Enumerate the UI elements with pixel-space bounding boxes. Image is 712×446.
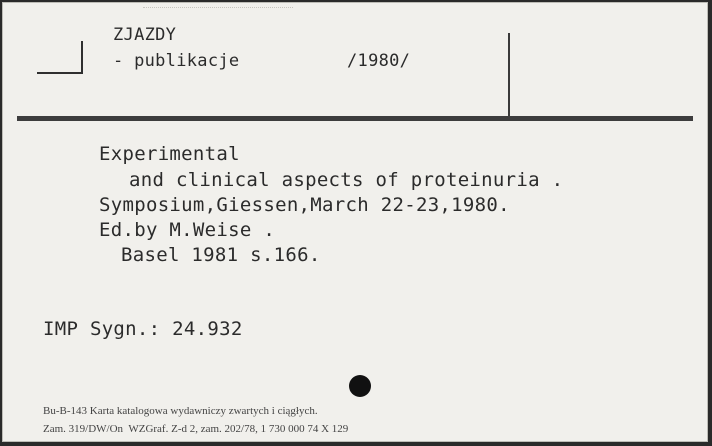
entry-line-5: Basel 1981 s.166. bbox=[121, 244, 321, 266]
catalog-card bbox=[2, 2, 708, 442]
punch-hole bbox=[349, 375, 371, 397]
header-line-1: ZJAZDY bbox=[113, 25, 177, 45]
footer-line-1: Bu-B-143 Karta katalogowa wydawniczy zwartych i ciągłych. bbox=[43, 405, 318, 417]
header-separator bbox=[17, 116, 693, 121]
corner-bracket bbox=[37, 41, 83, 74]
entry-line-2: and clinical aspects of proteinuria . bbox=[129, 169, 564, 191]
header-year: /1980/ bbox=[347, 51, 411, 71]
faint-smudge bbox=[143, 7, 293, 16]
footer-line-2: Zam. 319/DW/On WZGraf. Z-d 2, zam. 202/78, 1 730 000 74 X 129 bbox=[43, 423, 349, 435]
entry-line-1: Experimental bbox=[99, 143, 240, 165]
signature-line: IMP Sygn.: 24.932 bbox=[43, 318, 243, 340]
header-line-2: - publikacje bbox=[113, 51, 240, 71]
entry-line-4: Ed.by M.Weise . bbox=[99, 219, 276, 241]
entry-line-3: Symposium,Giessen,March 22-23,1980. bbox=[99, 194, 510, 216]
header-divider-vertical bbox=[508, 33, 510, 118]
